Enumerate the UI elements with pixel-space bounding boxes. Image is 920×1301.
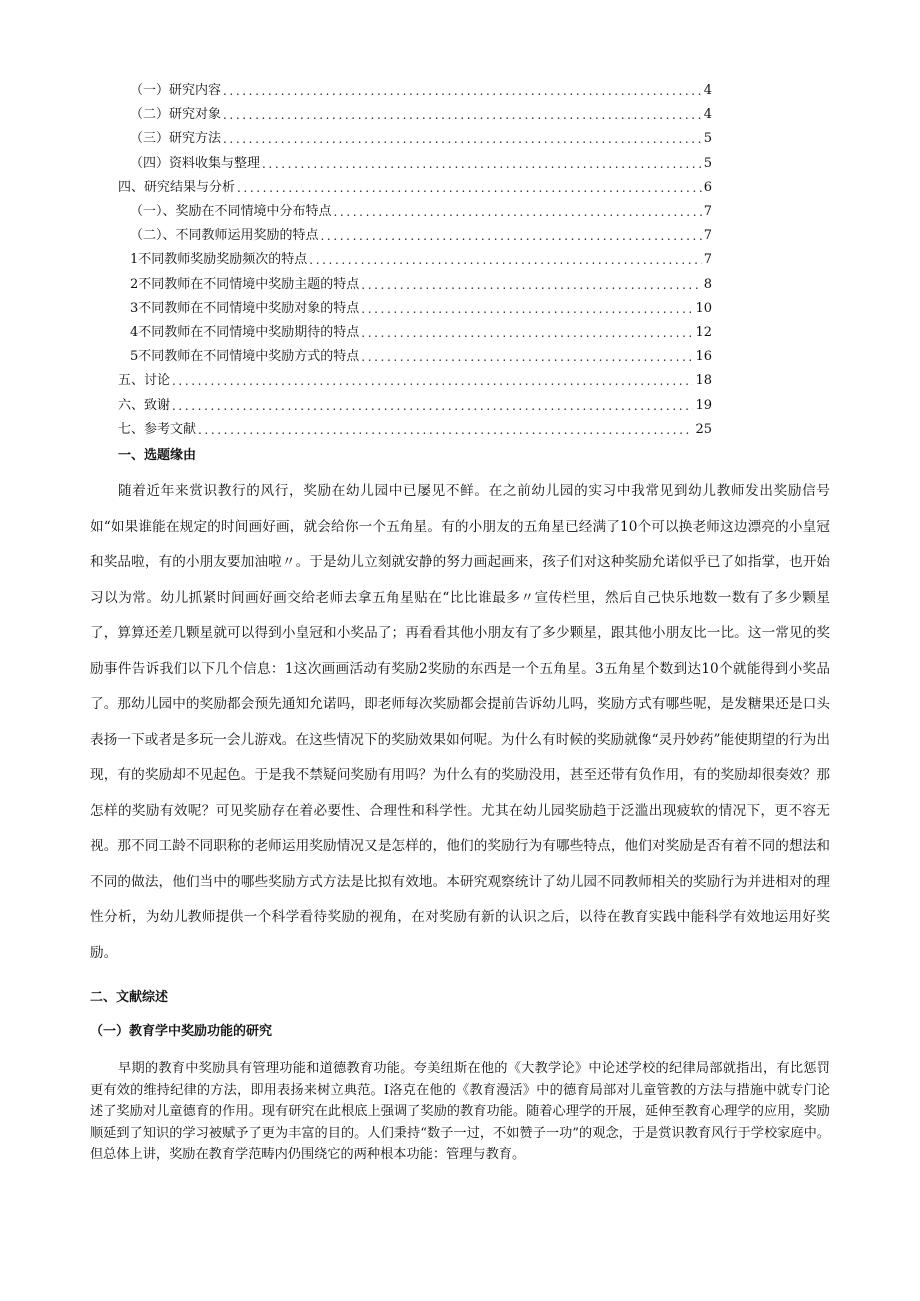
toc-entry-label: 七、参考文献 — [118, 421, 197, 437]
toc-entry-page-number: 8 — [703, 276, 712, 292]
toc-dot-leader — [361, 324, 693, 342]
toc-entry-label: 5不同教师在不同情境中奖励方式的特点 — [130, 349, 360, 365]
toc-entry-label: 四、研究结果与分析 — [118, 179, 236, 195]
toc-dot-leader — [361, 348, 693, 366]
toc-entry-label: 2不同教师在不同情境中奖励主题的特点 — [130, 276, 360, 292]
toc-entry-page-number: 12 — [695, 325, 712, 340]
toc-dot-leader — [223, 82, 702, 100]
subsection-heading-education-reward: （一）教育学中奖励功能的研究 — [90, 1024, 273, 1039]
toc-entry[interactable] — [130, 223, 712, 245]
toc-entry[interactable] — [130, 151, 712, 173]
toc-dot-leader — [172, 372, 693, 390]
toc-dot-leader — [361, 300, 693, 318]
toc-entry-label: 1不同教师奖励奖励频次的特点 — [130, 252, 308, 268]
toc-dot-leader — [198, 421, 693, 439]
toc-entry[interactable] — [130, 126, 712, 148]
toc-entry-page-number: 10 — [695, 300, 712, 316]
toc-entry[interactable] — [130, 296, 712, 318]
toc-entry-label: 五、讨论 — [118, 373, 171, 389]
toc-dot-leader — [172, 397, 693, 415]
toc-dot-leader — [361, 276, 701, 294]
toc-entry-label: 六、致谢 — [118, 397, 171, 413]
toc-entry[interactable] — [118, 368, 712, 390]
toc-entry[interactable] — [118, 417, 712, 439]
toc-entry-label: （四）资料收集与整理 — [130, 155, 261, 171]
toc-entry[interactable] — [130, 320, 712, 342]
toc-entry[interactable] — [130, 199, 712, 221]
toc-entry-label: 3不同教师在不同情境中奖励对象的特点 — [130, 300, 360, 316]
section-heading-topic-reason: 一、选题缘由 — [118, 448, 197, 463]
toc-entry-label: （一）、奖励在不同情境中分布特点 — [130, 204, 332, 219]
toc-dot-leader — [223, 130, 702, 148]
toc-entry-page-number: 4 — [703, 83, 712, 98]
toc-entry-label: （三）研究方法 — [130, 131, 222, 147]
toc-entry-page-number: 5 — [703, 155, 712, 171]
toc-dot-leader — [223, 106, 702, 124]
toc-entry[interactable] — [130, 272, 712, 294]
toc-entry-page-number: 7 — [703, 204, 712, 219]
toc-entry-page-number: 6 — [703, 179, 712, 195]
toc-entry-page-number: 7 — [703, 252, 712, 268]
toc-entry[interactable] — [118, 393, 712, 415]
toc-entry-page-number: 19 — [695, 397, 712, 413]
toc-entry-label: （二）、不同教师运用奖励的特点 — [130, 228, 319, 244]
toc-dot-leader — [334, 203, 702, 221]
toc-entry[interactable] — [130, 102, 712, 124]
toc-entry-label: （二）研究对象 — [130, 107, 222, 123]
toc-entry-page-number: 16 — [695, 349, 712, 365]
toc-entry-page-number: 4 — [703, 107, 712, 123]
paragraph-topic-reason: 随着近年来赏识教行的风行，奖励在幼儿园中已屡见不鲜。在之前幼儿园的实习中我常见到幼儿教师发出奖励信号如“如果谁能在规定的时间画好画，就会给你一个五角星。有的小朋友的五角星已经满了10个可以换老师这边漂亮的小皇冠和奖品啦，有的小朋友要加油啦〃。于是幼儿立刻就安静的努力画起画来，孩子们对这种奖励允诺似乎已了如指掌，也开始习以为常。幼儿抓紧时间画好画交给老师去拿五角星贴在“比比谁最多〃宣传栏里，然后自己快乐地数一数有了多少颗星了，算算还差几颗星就可以得到小皇冠和小奖品了；再看看其他小朋友有了多少颗星，跟其他小朋友比一比。这一常见的奖励事件告诉我们以下几个信息：1这次画画活动有奖励2奖励的东西是一个五角星。3五角星个数到达10个就能得到小奖品了。那幼儿园中的奖励都会预先通知允诺吗，即老师每次奖励都会提前告诉幼儿吗，奖励方式有哪些呢，是发糖果还是口头表扬一下或者是多玩一会儿游戏。在这些情况下的奖励效果如何呢。为什么有时候的奖励就像“灵丹妙药”能使期望的行为出现，有的奖励却不见起色。于是我不禁疑问奖励有用吗？为什么有的奖励没用，甚至还带有负作用，有的奖励却很奏效？那怎样的奖励有效呢？可见奖励存在着必要性、合理性和科学性。尤其在幼儿园奖励趋于泛滥出现疲软的情况下，更不容无视。那不同工龄不同职称的老师运用奖励情况又是怎样的，他们的奖励行为有哪些特点，他们对奖励是否有着不同的想法和不同的做法，他们当中的哪些奖励方式方法是比拟有效地。本研究观察统计了幼儿园不同教师相关的奖励行为并进相对的理性分析，为幼儿教师提供一个科学看待奖励的视角，在对奖励有新的认识之后，以待在教育实践中能科学有效地运用好奖励。 — [90, 483, 830, 961]
toc-dot-leader — [321, 227, 702, 245]
toc-entry-page-number: 18 — [695, 373, 712, 389]
toc-entry[interactable] — [118, 175, 712, 197]
paragraph-education-reward: 早期的教育中奖励具有管理功能和道德教育功能。夸美纽斯在他的《大教学论》中论述学校的纪律局部就指出，有比惩罚更有效的维持纪律的方法，即用表扬来树立典范。I洛克在他的《教育漫活》中的德育局部对儿童管教的方法与措施中就专门论述了奖励对儿童德育的作用。现有研究在此根底上强调了奖励的教育功能。随着心理学的开展，延伸至教育心理学的应用，奖励顺延到了知识的学习被赋予了更为丰富的目的。人们秉持“数子一过，不如赞子一功”的观念，于是赏识教育风行于学校家庭中。但总体上讲，奖励在教育学范畴内仍围绕它的两种根本功能：管理与教育。 — [90, 1061, 830, 1162]
toc-entry-page-number: 25 — [695, 421, 712, 437]
toc-dot-leader — [237, 179, 702, 197]
toc-entry-page-number: 7 — [703, 228, 712, 244]
toc-entry-page-number: 5 — [703, 131, 712, 147]
toc-dot-leader — [262, 155, 702, 173]
toc-entry-label: （一）研究内容 — [130, 83, 222, 98]
toc-entry[interactable] — [130, 247, 712, 269]
section-heading-literature-review: 二、文献综述 — [90, 990, 169, 1005]
toc-dot-leader — [309, 251, 701, 269]
toc-entry[interactable] — [130, 344, 712, 366]
toc-entry[interactable] — [130, 78, 712, 100]
toc-entry-label: 4不同教师在不同情境中奖励期待的特点 — [130, 325, 360, 340]
